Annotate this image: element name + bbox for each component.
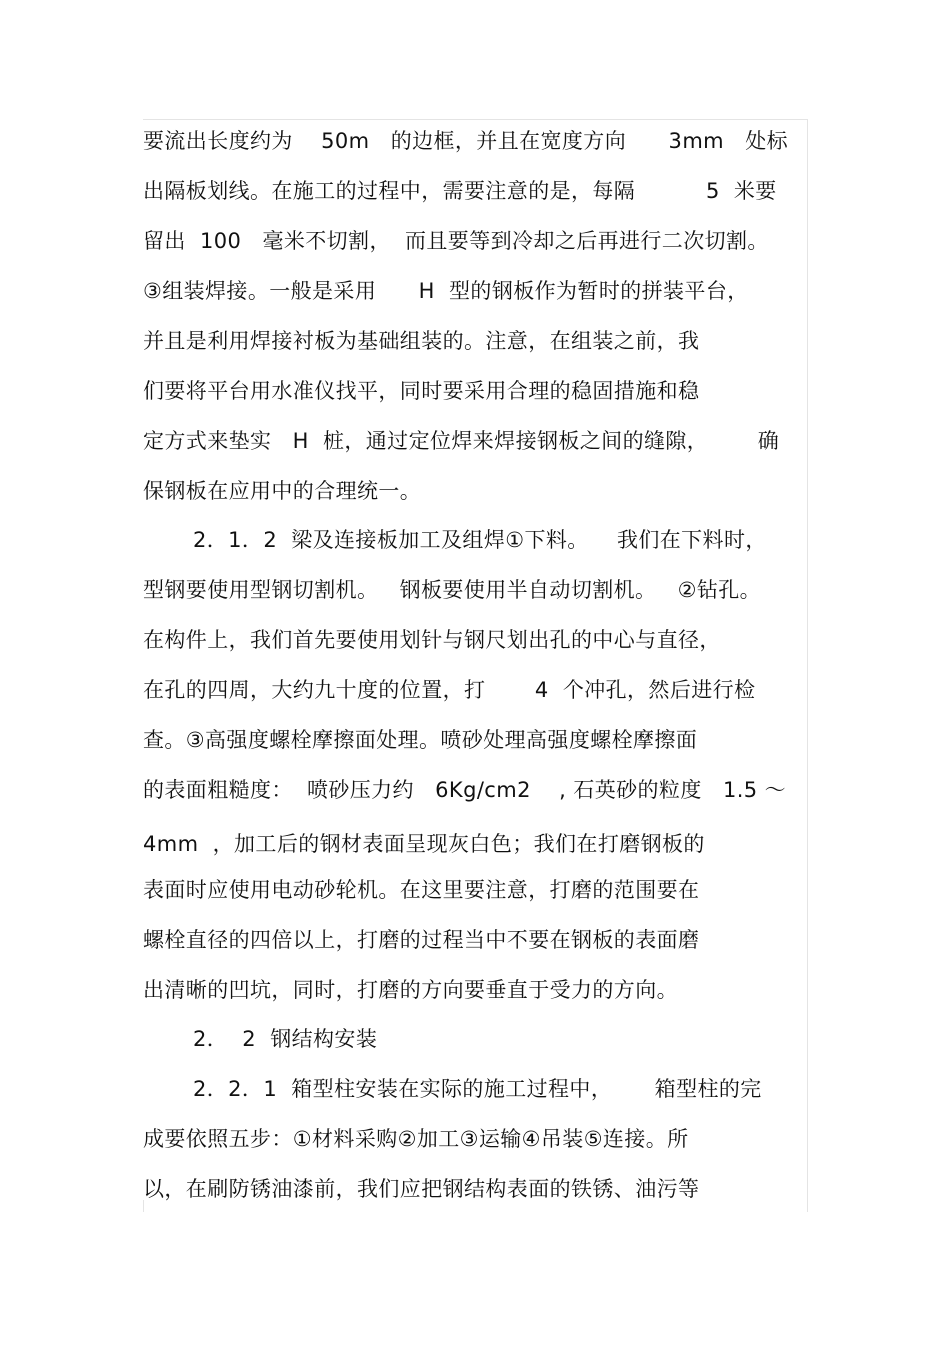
text-line: 们要将平台用水准仪找平，同时要采用合理的稳固措施和稳	[143, 379, 700, 403]
text-line: 以，在刷防锈油漆前，我们应把钢结构表面的铁锈、油污等	[143, 1177, 700, 1201]
text-line: 出清晰的凹坑，同时，打磨的方向要垂直于受力的方向。	[143, 978, 678, 1002]
section-heading-2-2: 2． 2 钢结构安装	[193, 1027, 378, 1051]
section-heading-2-2-1: 2．2．1 箱型柱安装在实际的施工过程中， 箱型柱的完	[193, 1077, 762, 1101]
section-heading-2-1-2: 2．1．2 梁及连接板加工及组焊①下料。 我们在下料时，	[193, 528, 767, 552]
text-line: 定方式来垫实 H 桩，通过定位焊来焊接钢板之间的缝隙， 确	[143, 429, 780, 453]
text-line: 在孔的四周，大约九十度的位置，打 4 个冲孔，然后进行检	[143, 678, 756, 702]
text-line: 在构件上，我们首先要使用划针与钢尺划出孔的中心与直径，	[143, 628, 721, 652]
text-line: 螺栓直径的四倍以上，打磨的过程当中不要在钢板的表面磨	[143, 928, 700, 952]
text-line: 成要依照五步：①材料采购②加工③运输④吊装⑤连接。所	[143, 1127, 689, 1151]
text-line: 型钢要使用型钢切割机。 钢板要使用半自动切割机。 ②钻孔。	[143, 578, 762, 602]
text-line: 留出 100 毫米不切割， 而且要等到冷却之后再进行二次切割。	[143, 229, 769, 253]
text-line: 表面时应使用电动砂轮机。在这里要注意，打磨的范围要在	[143, 878, 700, 902]
text-line: 并且是利用焊接衬板为基础组装的。注意，在组装之前，我	[143, 329, 700, 353]
text-line: 保钢板在应用中的合理统一。	[143, 479, 422, 503]
text-line: 4mm ，加工后的钢材表面呈现灰白色；我们在打磨钢板的	[143, 832, 705, 856]
text-line: ③组装焊接。一般是采用 H 型的钢板作为暂时的拼装平台，	[143, 279, 749, 303]
text-line: 要流出长度约为 50m 的边框，并且在宽度方向 3mm 处标	[143, 129, 789, 153]
text-line: 出隔板划线。在施工的过程中，需要注意的是，每隔 5 米要	[143, 179, 777, 203]
text-line: 的表面粗糙度： 喷砂压力约 6Kg/cm2 , 石英砂的粒度 1.5 ～	[143, 778, 787, 802]
text-line: 查。③高强度螺栓摩擦面处理。喷砂处理高强度螺栓摩擦面	[143, 728, 698, 752]
